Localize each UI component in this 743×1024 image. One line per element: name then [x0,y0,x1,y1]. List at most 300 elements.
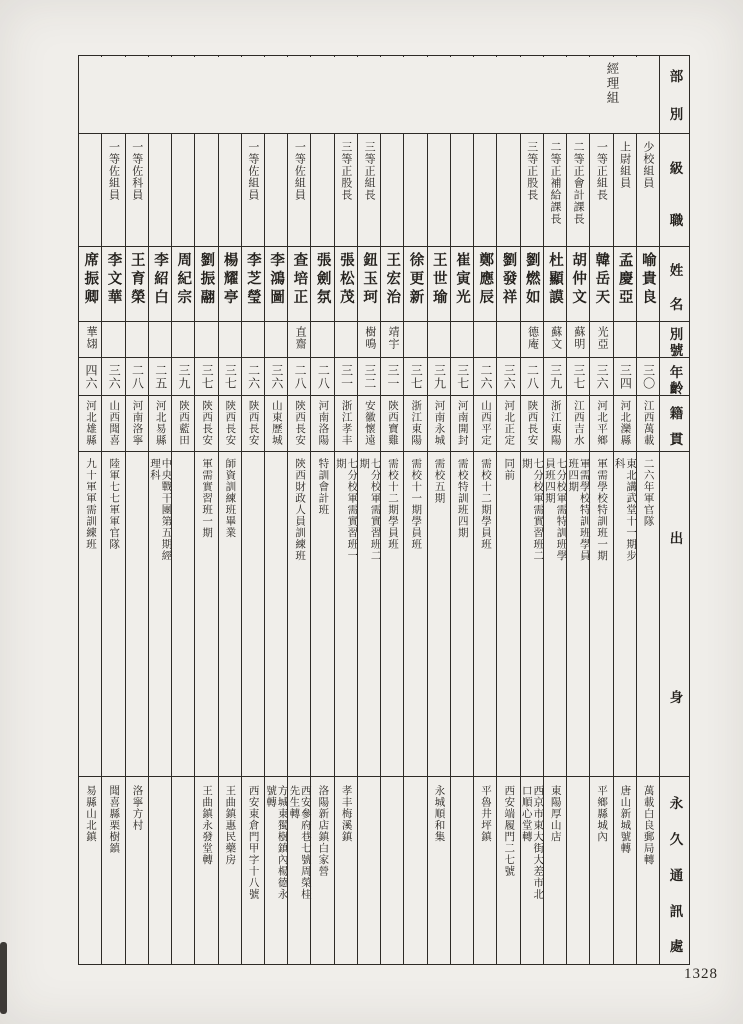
native-place-value: 河南洛陽 [317,400,329,446]
native-place-cell [637,395,659,451]
age-value: 三一 [339,364,354,390]
alias-cell [404,321,426,357]
native-place-cell [521,395,543,451]
origin-cell [637,451,659,776]
native-place-value: 河南永城 [433,400,445,446]
page-number: 1328 [684,966,718,982]
name-value: 喻貴良 [639,252,656,308]
address-cell [79,776,101,964]
origin-value: 同前 [503,458,515,481]
address-value: 西京市東大街大差市北口順心堂轉 [520,785,544,900]
native-place-value: 陝西藍田 [177,400,189,446]
rank-cell [126,133,148,246]
native-place-cell [497,395,519,451]
rank-cell [311,133,333,246]
origin-cell [567,451,589,776]
alias-cell [381,321,403,357]
age-cell [102,357,124,395]
origin-cell [497,451,519,776]
age-value: 三九 [176,364,191,390]
address-cell [451,776,473,964]
name-value: 席振卿 [82,252,99,308]
origin-cell [381,451,403,776]
alias-cell [590,321,612,357]
name-cell [497,246,519,321]
name-value: 劉發祥 [500,252,517,308]
rank-cell [102,133,124,246]
header-address: 永 久 通 訊 處 [660,776,689,964]
origin-value: 陸軍七七軍軍官隊 [108,458,120,550]
name-cell [404,246,426,321]
address-cell [195,776,217,964]
rank-cell [172,133,194,246]
alias-value: 直齋 [294,326,307,350]
origin-cell [311,451,333,776]
address-cell [311,776,333,964]
native-place-cell [149,395,171,451]
alias-cell [126,321,148,357]
address-cell [637,776,659,964]
native-place-cell [428,395,450,451]
name-cell [358,246,380,321]
age-cell [381,357,403,395]
native-place-cell [590,395,612,451]
alias-cell [242,321,264,357]
name-cell [567,246,589,321]
name-cell [219,246,241,321]
rank-cell [219,133,241,246]
rank-cell [149,133,171,246]
address-value: 西安東倉門甲字十八號 [247,785,259,900]
native-place-cell [288,395,310,451]
address-cell [497,776,519,964]
native-place-cell [311,395,333,451]
rank-cell [567,133,589,246]
address-value: 洛寧方村 [131,785,143,831]
address-value: 永城順和集 [433,785,445,843]
native-place-cell [451,395,473,451]
name-value: 劉燃如 [523,252,540,308]
native-place-value: 陝西寶雞 [387,400,399,446]
alias-cell [451,321,473,357]
header-column [659,56,689,964]
rank-cell [79,133,101,246]
rank-value: 三等正組長 [363,141,376,201]
name-value: 徐更新 [407,252,424,308]
origin-cell [219,451,241,776]
native-place-value: 河北正定 [503,400,515,446]
header-name: 姓 名 [660,246,689,321]
address-value: 王曲鎮永發堂轉 [201,785,213,866]
person-column [589,56,612,964]
person-column [218,56,241,964]
age-value: 三二 [362,364,377,390]
name-cell [126,246,148,321]
name-cell [242,246,264,321]
address-value: 萬載白良郵局轉 [642,785,654,866]
address-cell [590,776,612,964]
age-value: 三九 [548,364,563,390]
alias-cell [219,321,241,357]
address-cell [265,776,287,964]
rank-value: 上尉組員 [618,141,631,189]
age-cell [79,357,101,395]
address-value: 平魯井坪鎮 [479,785,491,843]
native-place-value: 河北易縣 [154,400,166,446]
name-cell [590,246,612,321]
name-value: 李芝瑩 [244,252,261,308]
name-cell [614,246,636,321]
address-value: 洛陽新店鎮白家營 [317,785,329,877]
person-column [636,56,659,964]
rank-value: 三等正股長 [525,141,538,201]
name-value: 查培正 [291,252,308,308]
name-value: 李鴻圖 [268,252,285,308]
age-cell [567,357,589,395]
age-cell [242,357,264,395]
person-column [125,56,148,964]
native-place-cell [195,395,217,451]
address-value: 易縣山北鎮 [85,785,96,843]
age-value: 二五 [153,364,168,390]
alias-cell [567,321,589,357]
native-place-value: 江西吉水 [572,400,584,446]
address-value: 西安參府巷七號周榮桂先生轉 [288,785,311,900]
origin-cell [149,451,171,776]
age-cell [428,357,450,395]
address-value: 孝丰梅溪鎮 [340,785,352,843]
alias-cell [195,321,217,357]
header-age: 年 齡 [660,357,689,395]
name-value: 王世瑜 [430,252,447,308]
alias-cell [358,321,380,357]
native-place-cell [567,395,589,451]
age-value: 二八 [525,364,540,390]
native-place-value: 河北平鄉 [596,400,608,446]
age-value: 三四 [618,364,633,390]
department-group-label: 經理組 [605,62,619,106]
age-value: 三〇 [641,364,656,390]
age-cell [544,357,566,395]
native-place-cell [614,395,636,451]
age-cell [521,357,543,395]
name-value: 張松茂 [337,252,354,308]
age-value: 二六 [246,364,261,390]
address-cell [474,776,496,964]
name-value: 孟慶亞 [616,252,633,308]
name-cell [195,246,217,321]
person-column [287,56,310,964]
address-value: 聞喜縣栗樹鎮 [108,785,120,854]
origin-value: 軍需學校特訓班學員班四期 [567,458,590,562]
person-column [380,56,403,964]
origin-cell [428,451,450,776]
rank-cell [521,133,543,246]
name-value: 周紀宗 [175,252,192,308]
native-place-value: 山東歷城 [270,400,282,446]
rank-cell [451,133,473,246]
alias-cell [614,321,636,357]
age-value: 二八 [130,364,145,390]
alias-value: 德庵 [526,326,539,350]
origin-cell [521,451,543,776]
origin-value: 東北講武堂十一期步科 [613,458,637,562]
alias-cell [474,321,496,357]
address-value: 西安端履門二七號 [503,785,515,877]
alias-value: 樹鳴 [363,326,376,350]
native-place-value: 河南開封 [456,400,468,446]
origin-value: 軍需學校特訓班一期 [596,458,608,562]
rank-cell [590,133,612,246]
age-cell [288,357,310,395]
origin-value: 需校特訓班四期 [456,458,468,539]
name-value: 李紹白 [151,252,168,308]
rank-cell [428,133,450,246]
origin-cell [404,451,426,776]
address-cell [102,776,124,964]
person-column [194,56,217,964]
native-place-cell [102,395,124,451]
origin-value: 特訓會計班 [317,458,329,516]
age-value: 二六 [478,364,493,390]
person-column [543,56,566,964]
origin-value: 需校十二期學員班 [479,458,491,550]
name-value: 王宏治 [384,252,401,308]
origin-value: 需校五期 [433,458,445,504]
name-cell [381,246,403,321]
age-cell [311,357,333,395]
age-cell [172,357,194,395]
header-rank: 級 職 [660,133,689,246]
native-place-cell [381,395,403,451]
person-column [496,56,519,964]
age-value: 三七 [571,364,586,390]
rank-value: 一等佐組員 [246,141,259,201]
rank-cell [265,133,287,246]
person-column [79,56,101,964]
origin-value: 七分校軍需實習班二期 [358,458,381,562]
rank-cell [404,133,426,246]
person-column [334,56,357,964]
alias-cell [149,321,171,357]
name-cell [149,246,171,321]
name-value: 王育榮 [128,252,145,308]
age-value: 三六 [107,364,122,390]
alias-cell [79,321,101,357]
rank-cell [614,133,636,246]
address-cell [335,776,357,964]
person-column [171,56,194,964]
origin-cell [614,451,636,776]
native-place-value: 山西平定 [479,400,491,446]
person-column [403,56,426,964]
person-column [473,56,496,964]
native-place-value: 陝西長安 [294,400,306,446]
header-origin: 出 身 [660,451,689,776]
alias-value: 蘇明 [572,326,585,350]
name-cell [102,246,124,321]
alias-value: 靖宇 [387,326,400,350]
alias-cell [544,321,566,357]
origin-value: 軍需實習班一期 [201,458,213,539]
name-cell [172,246,194,321]
age-cell [358,357,380,395]
age-value: 三七 [223,364,238,390]
native-place-value: 浙江孝丰 [340,400,352,446]
name-value: 鈕玉珂 [361,252,378,308]
rank-value: 一等佐組員 [293,141,306,201]
rank-cell [474,133,496,246]
native-place-value: 山西聞喜 [108,400,120,446]
name-cell [474,246,496,321]
alias-value: 蘇文 [549,326,562,350]
native-place-value: 陝西長安 [201,400,213,446]
address-cell [219,776,241,964]
name-cell [637,246,659,321]
alias-cell [335,321,357,357]
scan-edge-smudge [0,942,7,1014]
personnel-roster-table [78,55,690,965]
origin-value: 陝西財政人員訓練班 [294,458,306,562]
rank-cell [335,133,357,246]
origin-cell [288,451,310,776]
age-cell [474,357,496,395]
address-cell [126,776,148,964]
age-value: 二八 [293,364,308,390]
origin-cell [195,451,217,776]
address-cell [428,776,450,964]
native-place-value: 河北灤縣 [619,400,631,446]
native-place-cell [126,395,148,451]
person-column [241,56,264,964]
age-value: 四六 [84,364,98,390]
age-cell [497,357,519,395]
age-value: 三六 [595,364,610,390]
native-place-value: 陝西長安 [247,400,259,446]
name-cell [79,246,101,321]
alias-cell [172,321,194,357]
origin-cell [544,451,566,776]
header-native-place: 籍 貫 [660,395,689,451]
native-place-value: 陝西長安 [224,400,236,446]
rank-value: 一等佐組員 [107,141,120,201]
age-cell [126,357,148,395]
address-cell [358,776,380,964]
rank-value: 二等正會計課長 [572,141,585,225]
address-cell [242,776,264,964]
age-cell [614,357,636,395]
native-place-cell [265,395,287,451]
address-value: 東陽厚山店 [549,785,561,843]
age-cell [335,357,357,395]
person-column [148,56,171,964]
rank-cell [195,133,217,246]
name-value: 楊耀亭 [221,252,238,308]
origin-value: 中央戰干團第五期經理科 [148,458,172,562]
rank-cell [288,133,310,246]
native-place-value: 河北雄縣 [85,400,96,446]
name-value: 李文華 [105,252,122,308]
alias-cell [637,321,659,357]
person-column [450,56,473,964]
origin-cell [451,451,473,776]
name-cell [335,246,357,321]
alias-cell [102,321,124,357]
address-value: 唐山新城號轉 [619,785,631,854]
name-value: 崔寅光 [454,252,470,308]
native-place-cell [172,395,194,451]
header-department: 部 別 [667,68,683,121]
name-value: 劉振翮 [198,252,215,308]
name-cell [288,246,310,321]
rank-cell [544,133,566,246]
age-value: 三六 [269,364,284,390]
person-column [101,56,124,964]
origin-cell [102,451,124,776]
native-place-cell [474,395,496,451]
native-place-value: 江西萬載 [642,400,654,446]
origin-value: 需校十一期學員班 [410,458,422,550]
name-cell [521,246,543,321]
alias-cell [521,321,543,357]
origin-cell [358,451,380,776]
native-place-value: 浙江東陽 [549,400,561,446]
alias-value: 光亞 [596,326,609,350]
name-cell [311,246,333,321]
rank-value: 二等正補給課長 [548,141,561,225]
age-cell [149,357,171,395]
rank-cell [242,133,264,246]
name-cell [428,246,450,321]
age-cell [451,357,473,395]
origin-cell [335,451,357,776]
origin-cell [126,451,148,776]
department-row-band [80,57,659,133]
origin-cell [265,451,287,776]
rank-cell [637,133,659,246]
name-value: 杜顯謨 [546,252,563,308]
person-column [520,56,543,964]
alias-cell [311,321,333,357]
native-place-cell [404,395,426,451]
native-place-value: 浙江東陽 [410,400,422,446]
alias-cell [288,321,310,357]
address-value: 方城東獨樹鎮內楊德永號轉 [265,785,288,900]
address-cell [544,776,566,964]
origin-value: 二六年軍官隊 [642,458,654,527]
name-cell [544,246,566,321]
native-place-cell [335,395,357,451]
name-value: 張劍氛 [314,252,331,308]
age-cell [195,357,217,395]
address-cell [288,776,310,964]
address-value: 王曲鎮惠民藥房 [224,785,236,866]
native-place-cell [544,395,566,451]
rank-cell [358,133,380,246]
address-value: 平鄉縣城內 [596,785,608,843]
age-cell [590,357,612,395]
origin-cell [79,451,101,776]
name-value: 胡仲文 [570,252,587,308]
name-value: 鄭應辰 [477,252,494,308]
name-cell [265,246,287,321]
native-place-cell [79,395,101,451]
header-alias: 別 號 [660,321,689,357]
native-place-cell [219,395,241,451]
address-cell [614,776,636,964]
address-cell [567,776,589,964]
address-cell [381,776,403,964]
